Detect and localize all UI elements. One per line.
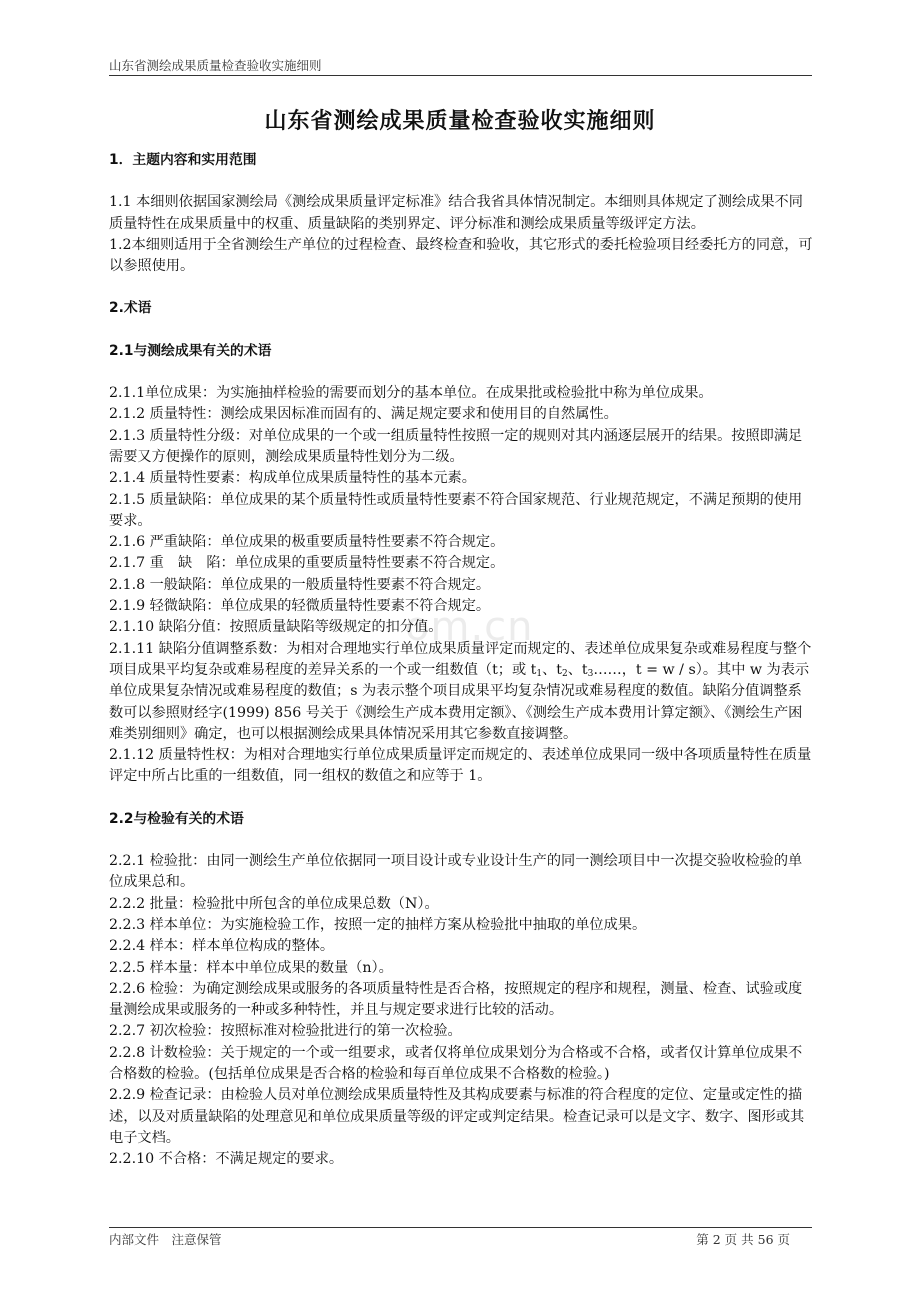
term-2-1-6: 2.1.6 严重缺陷：单位成果的极重要质量特性要素不符合规定。 xyxy=(109,534,505,551)
term-2-2-9: 2.2.9 检查记录：由检验人员对单位测绘成果质量特性及其构成要素与标准的符合程度的定位、定量或定性的描述，以及对质量缺陷的处理意见和单位成果质量等级的评定或判定结果。检查记录可以是文字、数字、图形或其电子文档。 xyxy=(109,1087,805,1146)
term-2-2-5: 2.2.5 样本量：样本中单位成果的数量（n）。 xyxy=(109,959,393,976)
document-body xyxy=(109,150,815,1170)
term-2-1-4: 2.1.4 质量特性要素：构成单位成果质量特性的基本元素。 xyxy=(109,470,476,487)
term-2-2-1: 2.2.1 检验批：由同一测绘生产单位依据同一项目设计或专业设计生产的同一测绘项目中一次提交验收检验的单位成果总和。 xyxy=(109,853,803,891)
term-2-1-11 xyxy=(109,639,815,745)
term-2-1-11-part-d: ……，t = w / s）。其中 w 为表示单位成果复杂情况或难易程度的数值；s 为表示整个项目成果平均复杂情况或难易程度的数值。缺陷分值调整系数可以参照财经字(1999) 856 号关于《测绘生产成本费用定额》、《测绘生产成本费用计算定额》、《测绘生产困难类别细则》确定，也可以根据测绘成果具体情况采用其它参数直接调整。 xyxy=(109,661,810,742)
term-2-1-11-part-a: 2.1.11 缺陷分值调整系数：为相对合理地实行单位成果质量评定而规定的、表述单位成果复杂或难易程度与整个项目成果平均复杂或难易程度的差异关系的一个或一组数值（t；或 t xyxy=(109,640,812,678)
paragraph-1-1: 1.1 本细则依据国家测绘局《测绘成果质量评定标准》结合我省具体情况制定。本细则具体规定了测绘成果不同质量特性在成果质量中的权重、质量缺陷的类别界定、评分标准和测绘成果质量等级评定方法。 xyxy=(109,194,803,232)
term-2-2-10: 2.2.10 不合格：不满足规定的要求。 xyxy=(109,1151,344,1168)
page-footer xyxy=(109,1227,812,1250)
term-2-2-6: 2.2.6 检验：为确定测绘成果或服务的各项质量特性是否合格，按照规定的程序和规程，测量、检查、试验或度量测绘成果或服务的一种或多种特性，并且与规定要求进行比较的活动。 xyxy=(109,980,803,1019)
term-2-1-12: 2.1.12 质量特性权：为相对合理地实行单位成果质量评定而规定的、表述单位成果同一级中各项质量特性在质量评定中所占比重的一组数值，同一组权的数值之和应等于 1。 xyxy=(109,747,812,785)
term-2-1-8: 2.1.8 一般缺陷：单位成果的一般质量特性要素不符合规定。 xyxy=(109,576,491,593)
term-2-2-4: 2.2.4 样本：样本单位构成的整体。 xyxy=(109,938,335,955)
header-text: 山东省测绘成果质量检查验收实施细则 xyxy=(109,58,322,73)
subscript-2: 2 xyxy=(561,668,568,679)
watermark: om.cn xyxy=(405,604,534,650)
term-2-1-11-part-b: 、t xyxy=(542,661,562,678)
document-title: 山东省测绘成果质量检查验收实施细则 xyxy=(264,109,656,134)
term-2-1-7: 2.1.7 重 缺 陷：单位成果的重要质量特性要素不符合规定。 xyxy=(109,555,505,572)
section-2-2-heading: 2.2与检验有关的术语 xyxy=(109,810,244,827)
term-2-2-8: 2.2.8 计数检验：关于规定的一个或一组要求，或者仅将单位成果划分为合格或不合格，或者仅计算单位成果不合格数的检验。(包括单位成果是否合格的检验和每百单位成果不合格数的检验。) xyxy=(109,1044,803,1082)
term-2-2-7: 2.2.7 初次检验：按照标准对检验批进行的第一次检验。 xyxy=(109,1023,462,1040)
term-2-1-3: 2.1.3 质量特性分级：对单位成果的一个或一组质量特性按照一定的规则对其内涵逐层展开的结果。按照即满足需要又方便操作的原则，测绘成果质量特性划分为二级。 xyxy=(109,427,803,465)
term-2-2-2: 2.2.2 批量：检验批中所包含的单位成果总数（N）。 xyxy=(109,895,439,912)
term-2-1-10: 2.1.10 缺陷分值：按照质量缺陷等级规定的扣分值。 xyxy=(109,619,443,636)
term-2-1-2: 2.1.2 质量特性：测绘成果因标准而固有的、满足规定要求和使用目的自然属性。 xyxy=(109,406,618,423)
page-header xyxy=(109,53,812,76)
term-2-2-3: 2.2.3 样本单位：为实施检验工作，按照一定的抽样方案从检验批中抽取的单位成果。 xyxy=(109,916,647,933)
section-2-heading: 2.术语 xyxy=(109,300,152,317)
paragraph-1-2: 1.2本细则适用于全省测绘生产单位的过程检查、最终检查和验收，其它形式的委托检验项目经委托方的同意，可以参照使用。 xyxy=(109,236,813,275)
footer-confidential-note: 内部文件 注意保管 xyxy=(109,1232,222,1247)
section-2-1-heading: 2.1与测绘成果有关的术语 xyxy=(109,342,272,359)
term-2-1-9: 2.1.9 轻微缺陷：单位成果的轻微质量特性要素不符合规定。 xyxy=(109,598,491,615)
section-1-heading: 1．主题内容和实用范围 xyxy=(109,152,257,168)
page-number: 第 2 页 共 56 页 xyxy=(696,1232,790,1247)
term-2-1-11-part-c: 、t xyxy=(567,661,588,678)
subscript-3: 3 xyxy=(587,668,594,679)
term-2-1-1: 2.1.1单位成果：为实施抽样检验的需要而划分的基本单位。在成果批或检验批中称为单位成果。 xyxy=(109,385,713,402)
term-2-1-5: 2.1.5 质量缺陷：单位成果的某个质量特性或质量特性要素不符合国家规范、行业规范规定，不满足预期的使用要求。 xyxy=(109,491,803,529)
subscript-1: 1 xyxy=(536,668,543,679)
